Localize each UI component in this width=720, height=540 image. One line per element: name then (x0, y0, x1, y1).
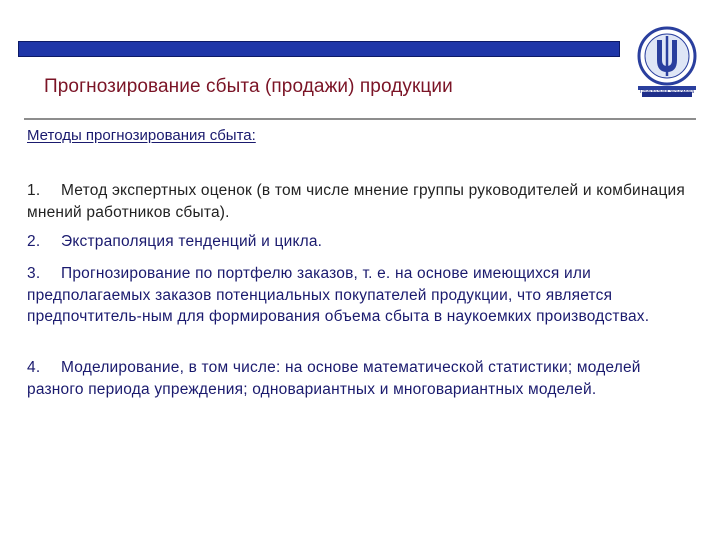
method-item-1 (27, 180, 687, 223)
logo-caption: Прикладная экономика (639, 89, 695, 95)
top-blue-bar (18, 41, 620, 57)
item-number: 2. (27, 233, 41, 250)
methods-subheading: Методы прогнозирования сбыта: (27, 127, 256, 144)
item-number: 4. (27, 359, 41, 376)
slide-title: Прогнозирование сбыта (продажи) продукции (44, 76, 453, 97)
divider-line (24, 118, 696, 120)
item-number: 3. (27, 265, 41, 282)
method-item-2 (27, 231, 687, 253)
item-number: 1. (27, 182, 41, 199)
item-text: Экстраполяция тенденций и цикла. (61, 233, 323, 250)
method-item-3 (27, 263, 687, 328)
university-emblem-icon (632, 20, 702, 110)
item-text: Метод экспертных оценок (в том числе мнение группы руководителей и комбинация мнений работников сбыта). (27, 182, 685, 221)
method-item-4 (27, 357, 687, 400)
item-text: Прогнозирование по портфелю заказов, т. е. на основе имеющихся или предполагаемых заказов потенциальных покупателей продукции, что является предпочтитель-ным для формирования объема сбыта в наукоемких производствах. (27, 265, 650, 325)
item-text: Моделирование, в том числе: на основе математической статистики; моделей разного периода упреждения; одновариантных и многовариантных моделей. (27, 359, 641, 398)
